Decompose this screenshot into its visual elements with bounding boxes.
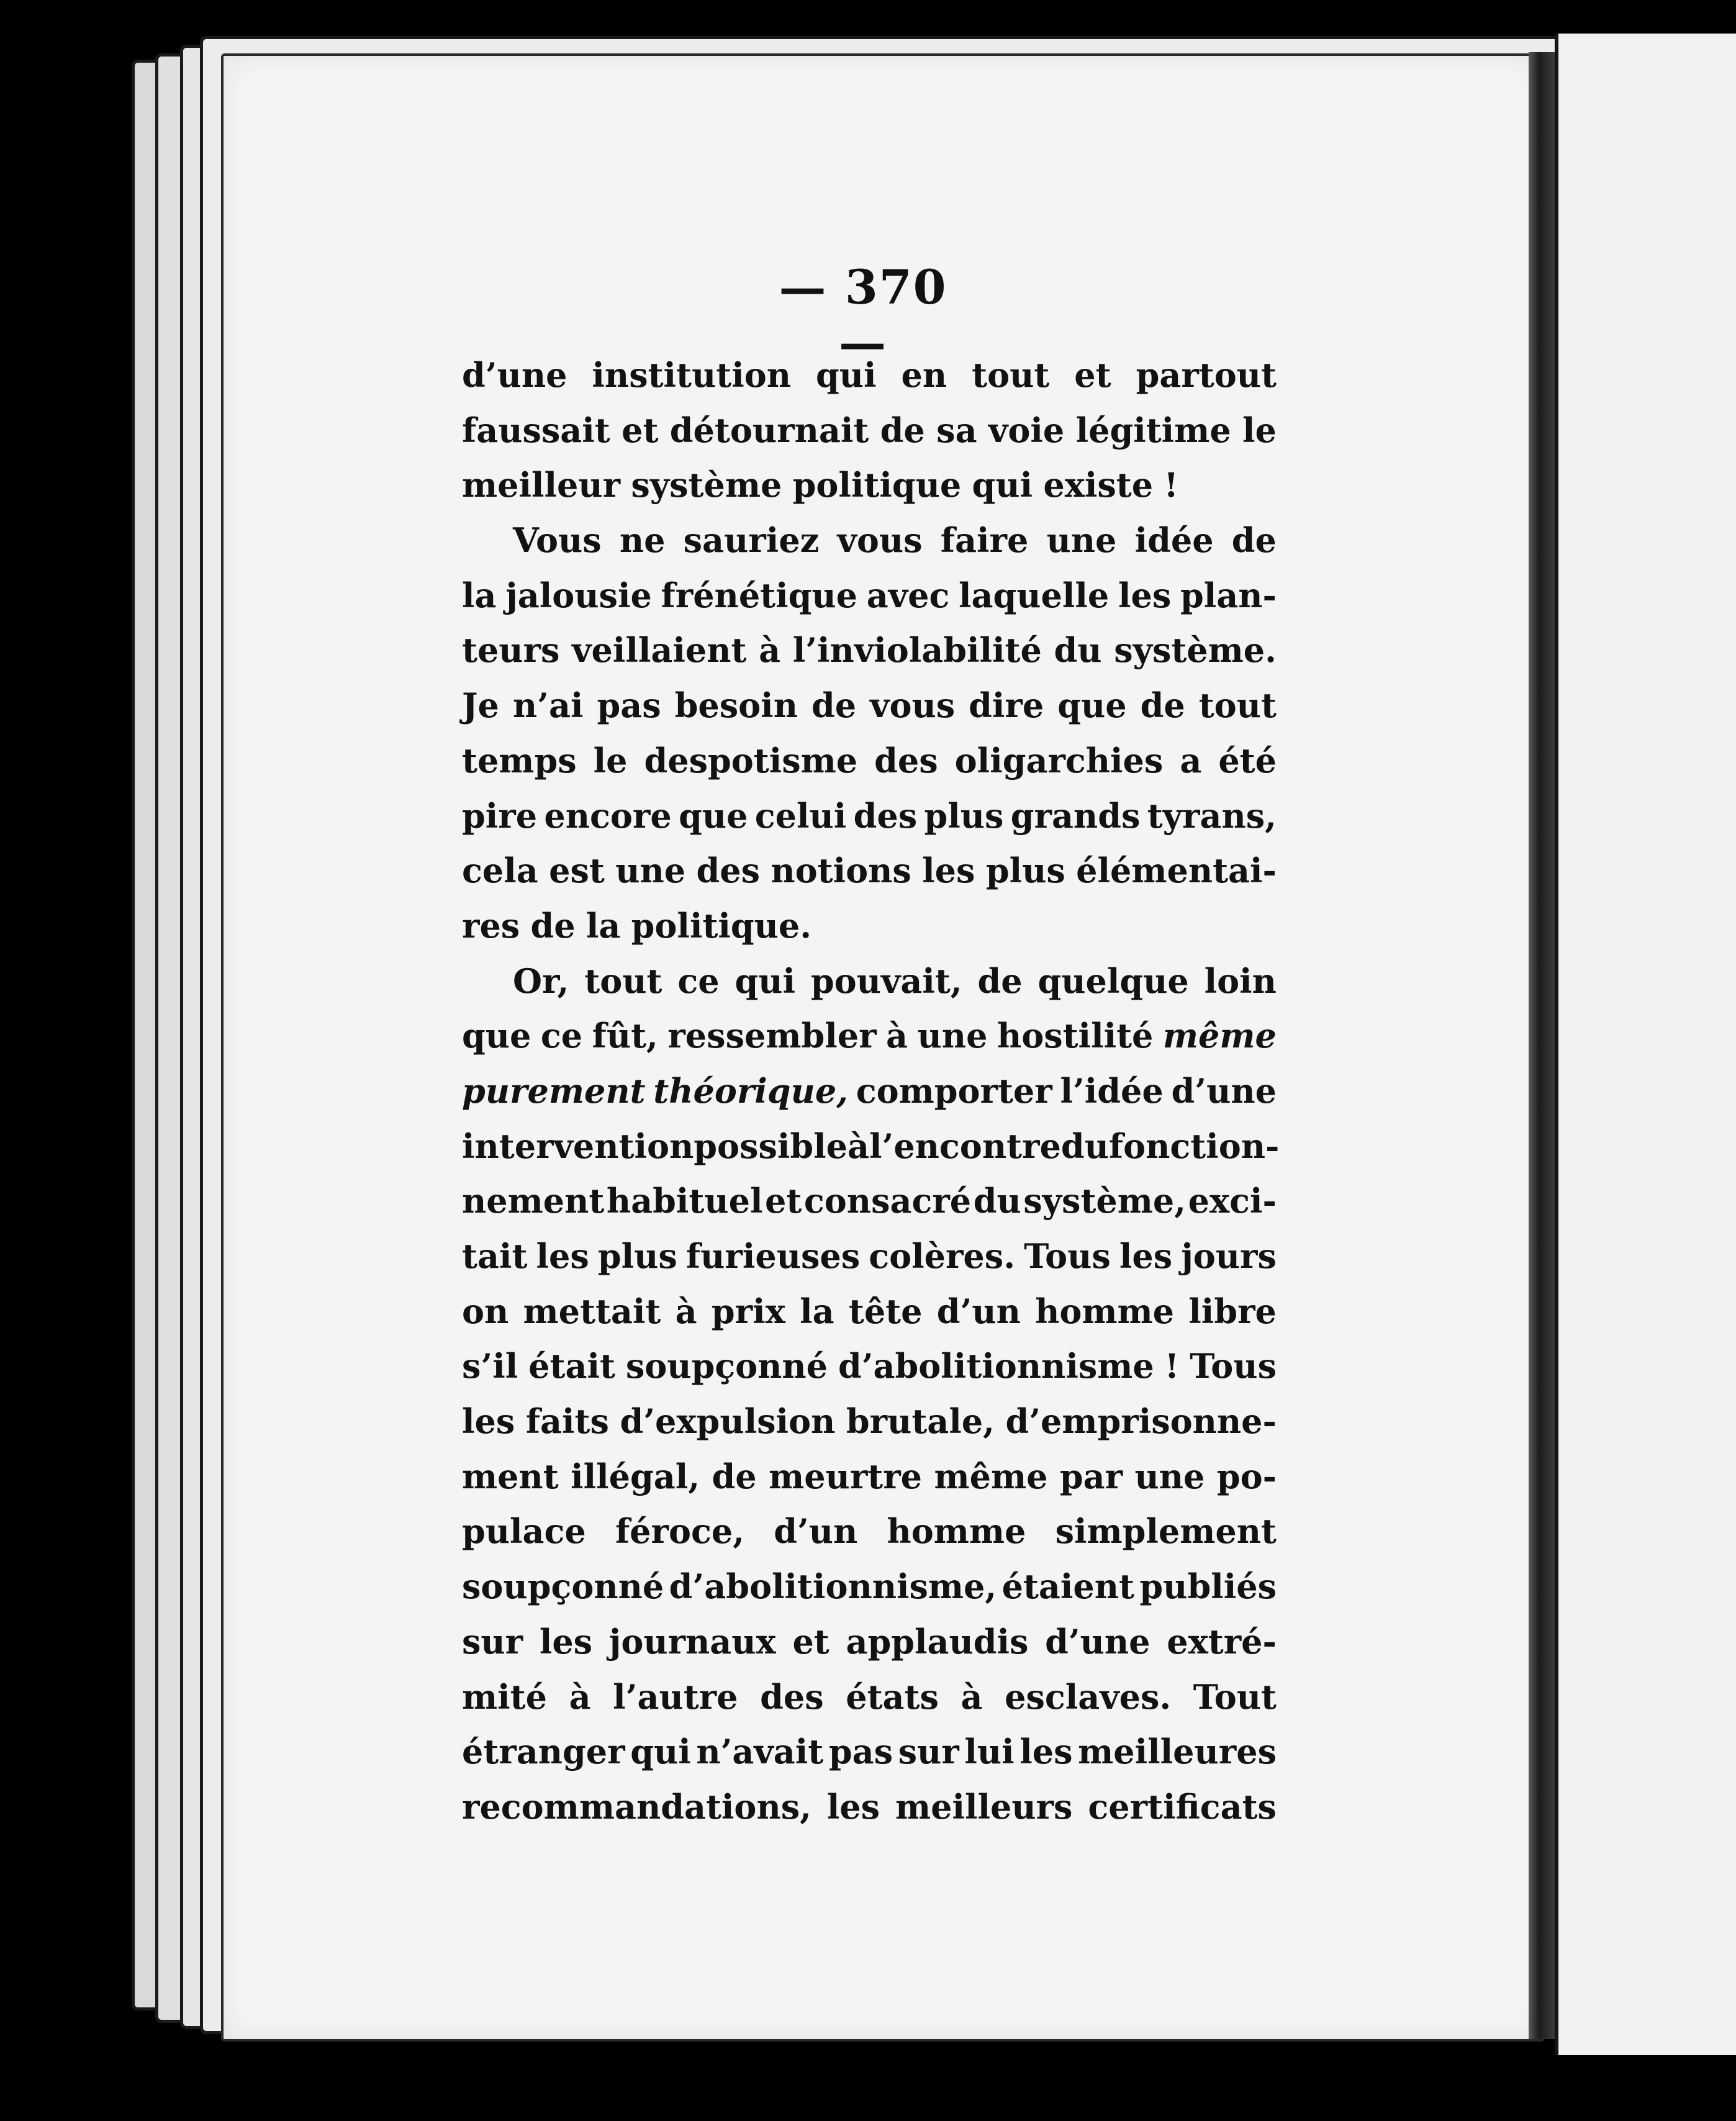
text-word: plus [985,851,1065,891]
text-word: qui [972,465,1033,505]
text-word: et [792,1621,830,1662]
text-word: institution [592,355,791,395]
text-word: sauriez [683,520,820,561]
text-word: Vous [513,520,602,561]
text-word: à [886,1016,908,1056]
text-word: mité [462,1676,547,1717]
text-word: pas [597,685,661,726]
text-line [462,1229,1277,1284]
text-line [462,733,1277,789]
text-word: mettait [523,1291,661,1331]
text-word: que [462,1016,531,1056]
text-word: tout [584,961,662,1001]
text-word: esclaves. [1005,1676,1172,1717]
text-word: d’emprisonne- [1005,1401,1277,1442]
text-word: les [922,851,975,891]
text-word: d’une [1171,1070,1277,1111]
text-word: de [977,961,1023,1001]
text-word: brutale, [846,1401,995,1442]
text-word: quelque [1038,961,1189,1001]
text-word: d’une [462,355,567,395]
text-word: d’abolitionnisme, [669,1567,997,1607]
text-word: possible [694,1126,848,1166]
text-word: de [530,905,576,946]
text-line [462,458,1277,513]
text-word: avec [866,575,950,615]
text-line [462,843,1277,898]
text-word: meilleurs [895,1786,1073,1827]
text-word: la [462,575,497,615]
text-word: partout [1136,355,1277,395]
text-word: fût, [592,1016,658,1056]
text-word: et [1074,355,1111,395]
text-word: encore [544,795,672,836]
text-word: de [1231,520,1277,561]
text-word: consacré [803,1181,972,1221]
text-line [462,954,1277,1009]
text-word: po- [1216,1456,1277,1496]
text-word: on [462,1291,509,1331]
text-word: pulace [462,1511,586,1552]
text-word: purement [462,1070,646,1111]
text-word: d’un [936,1291,1021,1331]
text-word: est [549,851,605,891]
text-word: notions [771,851,911,891]
text-word: l’encontre [869,1126,1061,1166]
text-word: à [759,630,781,671]
text-word: en [901,355,947,395]
text-word: plus [597,1236,677,1276]
text-line [462,1614,1277,1670]
text-word: d’expulsion [620,1401,836,1442]
text-word: d’une [1045,1621,1151,1662]
text-word: l’inviolabilité [792,630,1042,671]
text-word: idée [1134,520,1214,561]
text-word: et [622,410,659,450]
text-word: était [528,1346,615,1386]
text-word: et [765,1181,802,1221]
text-word: Tous [1024,1236,1111,1276]
text-line [462,1559,1277,1614]
text-line [462,348,1277,403]
text-word: Tout [1193,1676,1277,1717]
text-word: l’autre [613,1676,738,1717]
text-word: Je [462,685,499,726]
text-line [462,898,1277,954]
text-line [462,1780,1277,1835]
text-word: meilleur [462,465,621,505]
text-word: soupçonné [625,1346,828,1386]
text-word: certificats [1088,1786,1277,1827]
text-word: n’avait [696,1732,824,1772]
text-word: meilleures [1078,1732,1277,1772]
text-word: a [1180,740,1202,780]
text-word: despotisme [644,740,858,780]
text-word: Tous [1190,1346,1277,1386]
text-word: qui [630,1732,691,1772]
text-word: des [874,740,938,780]
text-word: ce [540,1016,583,1056]
text-word: système, [1023,1181,1187,1221]
text-word: légitime [1075,410,1231,450]
text-word: les [539,1621,593,1662]
text-word: pouvait, [810,961,962,1001]
text-word: extré- [1167,1621,1277,1662]
text-word: une [1046,520,1117,561]
text-word: de [1140,685,1185,726]
text-word: soupçonné [462,1567,664,1607]
text-word: pire [462,795,538,836]
text-line [462,1504,1277,1559]
text-word: à [675,1291,697,1331]
text-word: grands [1010,795,1141,836]
text-word: tyrans, [1147,795,1277,836]
text-word: la [800,1291,834,1331]
text-word: ne [619,520,666,561]
text-line [462,1284,1277,1339]
text-word: à [569,1676,591,1717]
text-line [462,1174,1277,1229]
facing-page [1555,34,1736,2055]
text-word: à [848,1126,869,1166]
text-word: n’ai [512,685,584,726]
text-word: exci- [1188,1181,1277,1221]
text-word: lui [964,1732,1015,1772]
text-word: du [973,1181,1021,1221]
text-word: tait [462,1236,528,1276]
text-word: publiés [1139,1567,1277,1607]
text-line [462,1008,1277,1064]
text-word: plan- [1180,575,1277,615]
text-word: de [880,410,925,450]
text-word: tout [972,355,1050,395]
text-word: faits [525,1401,609,1442]
text-word: une [615,851,686,891]
text-word: du [1060,1126,1109,1166]
text-word: des [853,795,918,836]
text-word: journaux [608,1621,776,1662]
page-number: — 370 — [779,260,947,370]
text-word: Or, [513,961,569,1001]
text-word: féroce, [615,1511,745,1552]
text-word: homme [887,1511,1026,1552]
text-word: des [760,1676,824,1717]
text-word: les [462,1401,515,1442]
text-word: colères. [869,1236,1015,1276]
text-word: étaient [1001,1567,1134,1607]
text-word: d’abolitionnisme [838,1346,1154,1386]
text-word: par [1059,1456,1123,1496]
text-word: une [917,1016,988,1056]
text-word: voie [988,410,1065,450]
text-word: système. [1114,630,1277,671]
text-line [462,623,1277,678]
text-word: teurs [462,630,560,671]
text-word: nement [462,1181,605,1221]
text-word: pas [828,1732,893,1772]
text-word: détournait [669,410,869,450]
text-line [462,513,1277,568]
text-line [462,403,1277,458]
text-word: temps [462,740,577,780]
text-line [462,1394,1277,1449]
text-word: oligarchies [954,740,1164,780]
text-word: recommandations, [462,1786,811,1827]
text-word: frénétique [661,575,858,615]
text-word: que [679,795,748,836]
text-word: ! [1164,1346,1180,1386]
text-word: illégal, [571,1456,700,1496]
text-word: meurtre [769,1456,923,1496]
text-line [462,1119,1280,1174]
text-word: les [1119,1236,1173,1276]
text-word: tête [848,1291,923,1331]
text-word: furieuses [685,1236,861,1276]
text-word: qui [735,961,796,1001]
text-word: fonction- [1108,1126,1280,1166]
text-word: la [585,905,621,946]
text-word: vous [870,685,956,726]
text-word: cela [462,851,538,891]
text-word: comporter [856,1070,1052,1111]
text-line [462,1670,1277,1725]
text-word: s’il [462,1346,518,1386]
text-word: celui [754,795,847,836]
text-word: même [934,1456,1048,1496]
text-word: vous [837,520,923,561]
text-word: faussait [462,410,610,450]
page-text [462,348,1280,1835]
text-word: d’un [774,1511,858,1552]
text-word: ressembler [667,1016,877,1056]
text-word: étranger [462,1732,625,1772]
text-word: tout [1198,685,1277,726]
text-word: simplement [1055,1511,1277,1552]
text-word: existe [1043,465,1154,505]
text-line [462,678,1277,733]
text-word: une [1134,1456,1205,1496]
text-word: hostilité [997,1016,1154,1056]
text-word: système [631,465,782,505]
text-word: politique [792,465,962,505]
text-word: le [593,740,628,780]
text-word: prix [711,1291,785,1331]
text-word: théorique, [653,1070,848,1111]
text-word: besoin [674,685,798,726]
text-word: sa [936,410,977,450]
text-line [462,1339,1277,1394]
text-word: ce [677,961,720,1001]
text-word: même [1162,1016,1277,1056]
text-word: élémentai- [1076,851,1277,891]
text-word: jours [1181,1236,1277,1276]
text-word: veillaient [572,630,747,671]
text-word: du [1054,630,1102,671]
text-word: à [961,1676,983,1717]
text-word: dire [969,685,1044,726]
text-line [462,789,1277,844]
text-word: l’idée [1060,1070,1164,1111]
text-word: jalousie [505,575,652,615]
text-word: laquelle [959,575,1110,615]
text-word: intervention [462,1126,694,1166]
text-word: sur [898,1732,959,1772]
text-line [462,568,1277,623]
text-word: des [696,851,760,891]
text-word: politique. [631,905,812,946]
text-word: ! [1164,465,1179,505]
text-word: habituel [606,1181,763,1221]
text-line [462,1724,1277,1780]
text-word: le [1242,410,1277,450]
text-word: de [811,685,857,726]
text-word: états [846,1676,939,1717]
text-word: les [1019,1732,1073,1772]
text-word: plus [924,795,1004,836]
text-word: libre [1188,1291,1277,1331]
text-word: les [1118,575,1172,615]
text-word: res [462,905,520,946]
text-word: les [826,1786,880,1827]
book-gutter [1529,52,1555,2039]
text-word: sur [462,1621,523,1662]
text-word: loin [1204,961,1277,1001]
text-word: les [536,1236,589,1276]
text-word: homme [1035,1291,1175,1331]
text-line [462,1064,1277,1119]
text-word: faire [940,520,1029,561]
text-word: de [712,1456,757,1496]
text-word: ment [462,1456,559,1496]
text-word: qui [815,355,877,395]
text-word: que [1057,685,1127,726]
text-word: été [1218,740,1277,780]
text-word: applaudis [846,1621,1029,1662]
text-line [462,1449,1277,1504]
